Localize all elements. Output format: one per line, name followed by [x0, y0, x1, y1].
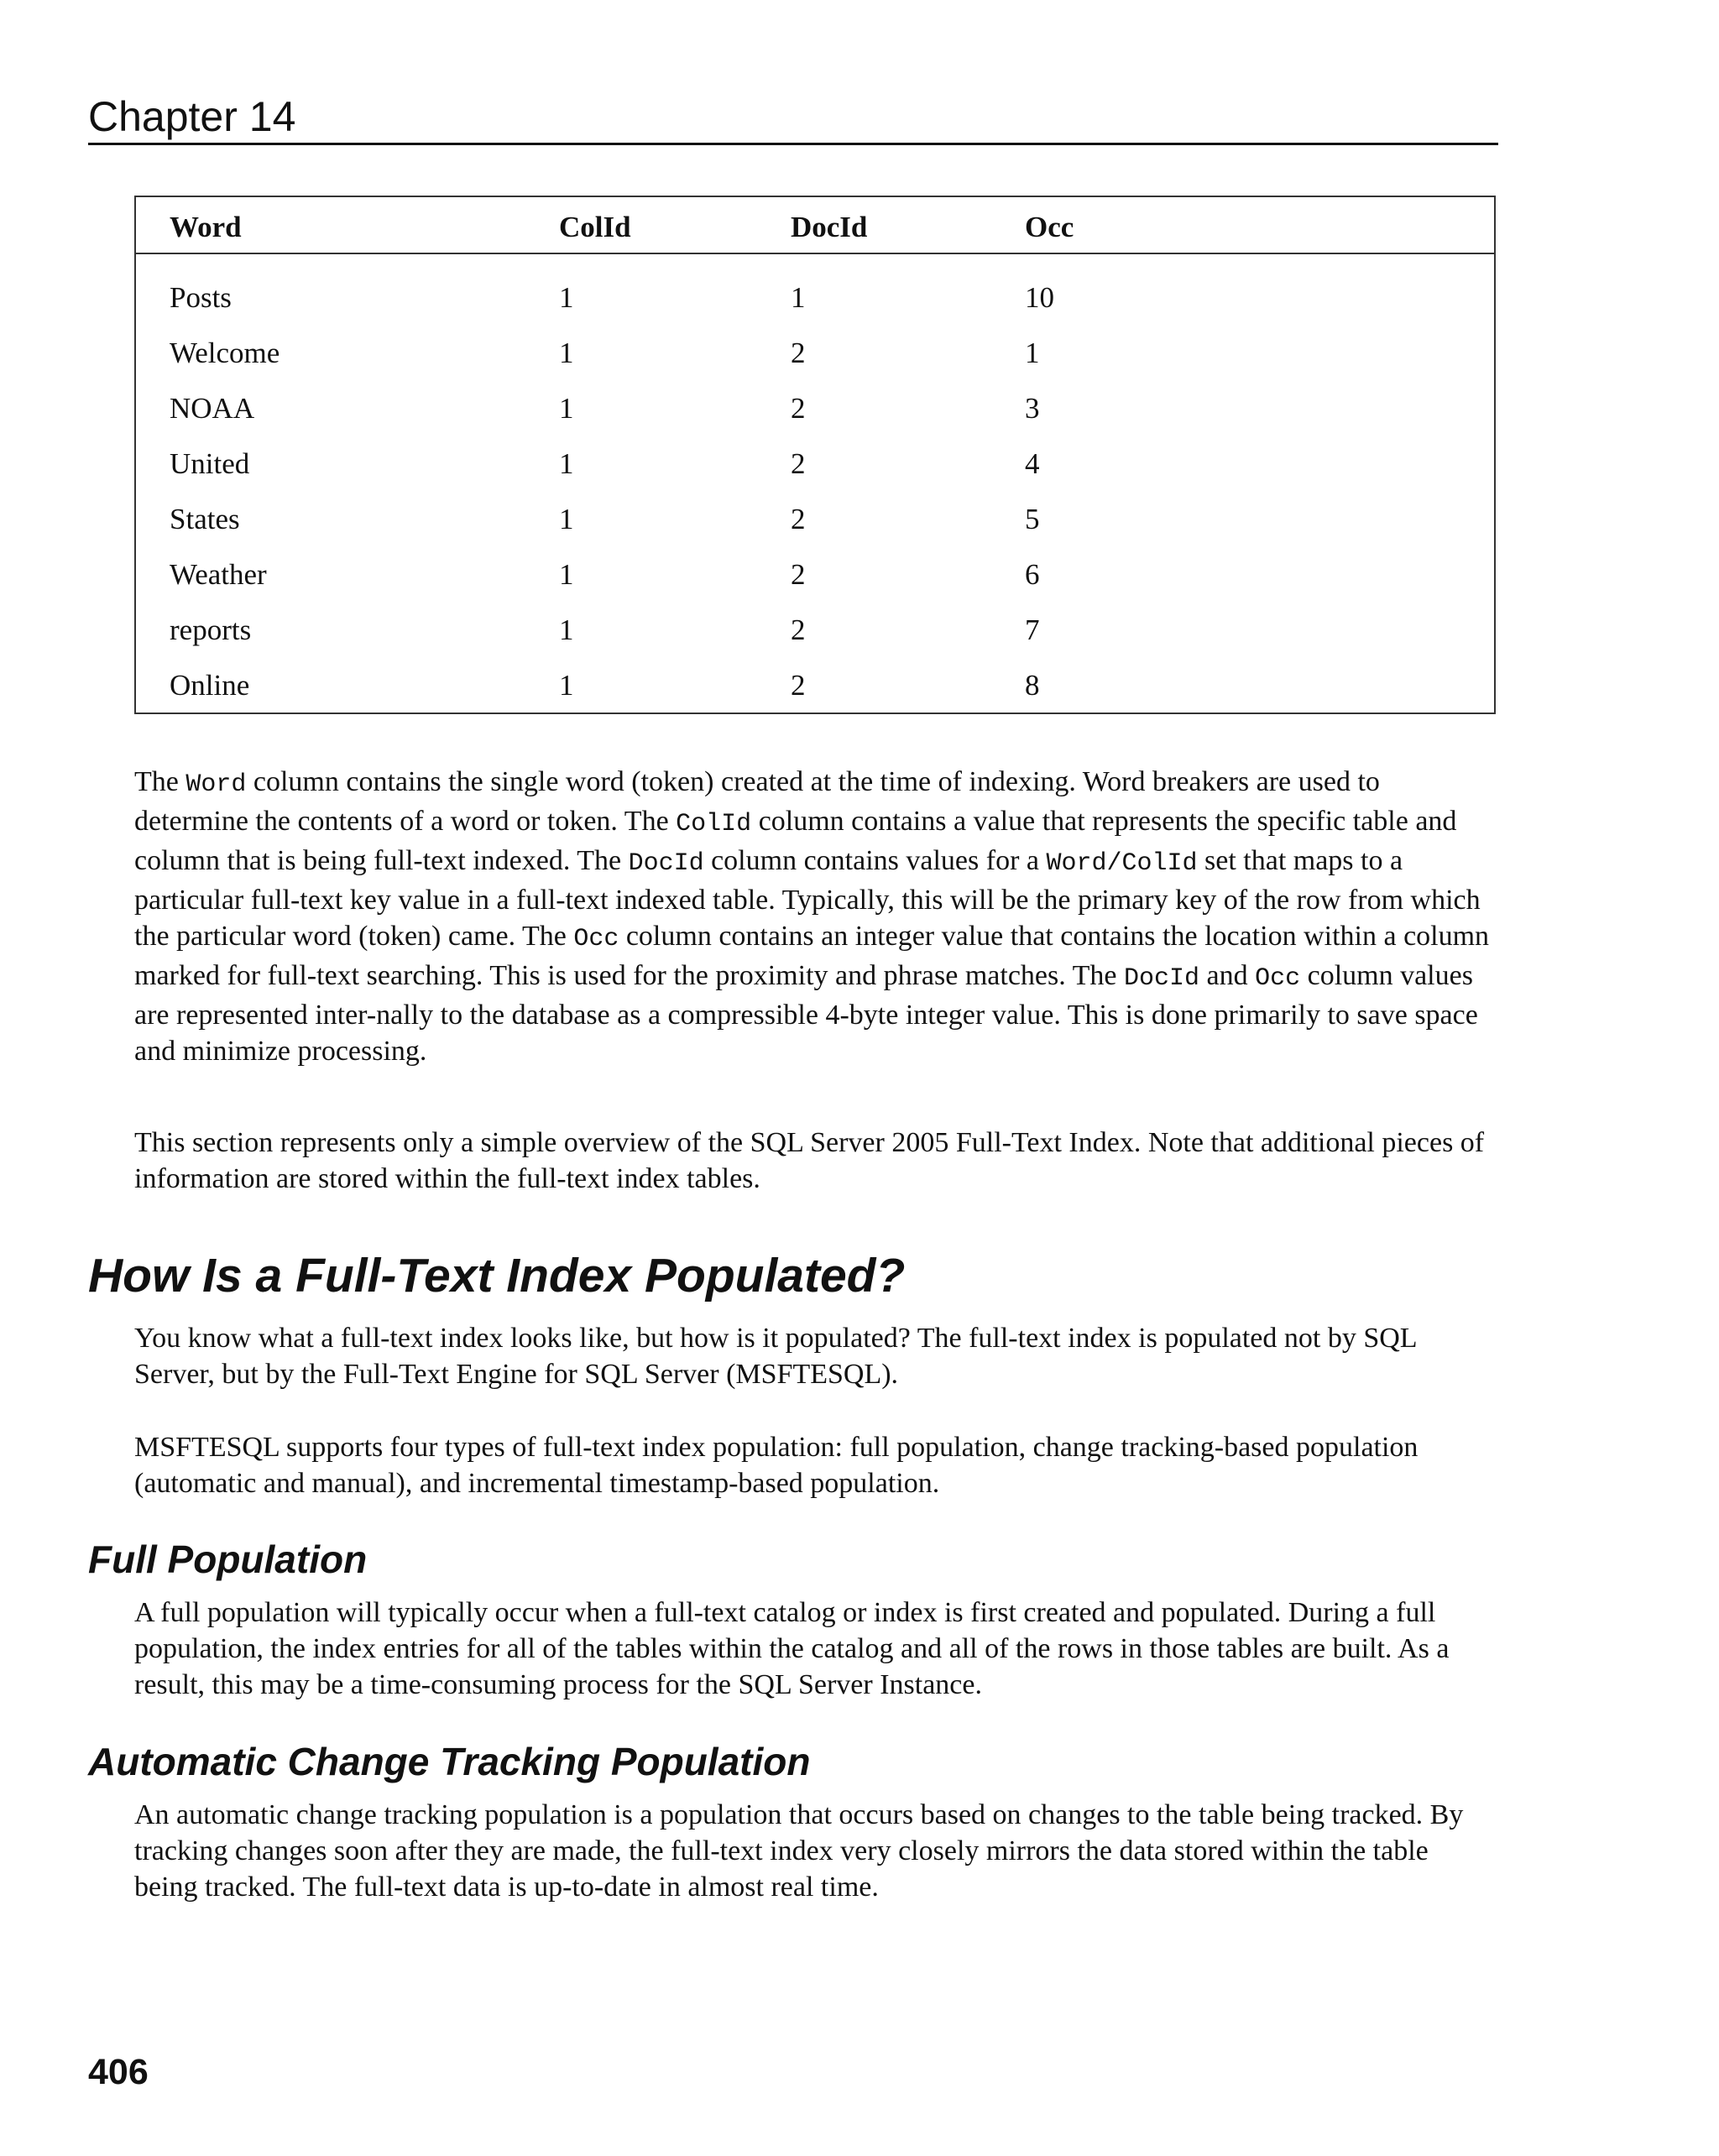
code-run: Word	[185, 770, 247, 799]
code-run: Word/ColId	[1046, 849, 1198, 878]
subheading-full-population: Full Population	[88, 1537, 368, 1581]
chapter-header: Chapter 14	[88, 93, 296, 140]
cell-occ: 4	[1025, 447, 1040, 480]
cell-occ: 5	[1025, 503, 1040, 535]
cell-colid: 1	[559, 337, 574, 369]
table-row	[136, 446, 1494, 501]
table-row	[136, 667, 1494, 723]
cell-word: NOAA	[170, 392, 255, 425]
table-row	[136, 335, 1494, 390]
cell-docid: 2	[791, 558, 806, 591]
paragraph-overview-note: This section represents only a simple overview of the SQL Server 2005 Full-Text Index. Note that additional pieces of information are stored within the full-text index tables.	[134, 1127, 1485, 1194]
text-run: column contains the single word (token) created at the time of indexing. Word breakers are used to determine the contents of a word or token. The	[134, 766, 1380, 837]
column-header-occ: Occ	[1025, 211, 1074, 243]
cell-word: Weather	[170, 558, 267, 591]
cell-occ: 7	[1025, 613, 1040, 646]
cell-colid: 1	[559, 392, 574, 425]
code-run: DocId	[628, 849, 704, 878]
text-run: column values are represented inter-nally to the database as a compressible 4-byte integer value. This is done primarily to save space and minimize processing.	[134, 960, 1478, 1067]
cell-word: Posts	[170, 281, 232, 314]
paragraph-populated-intro: You know what a full-text index looks like, but how is it populated? The full-text index is populated not by SQL Server, but by the Full-Text Engine for SQL Server (MSFTESQL).	[134, 1323, 1417, 1390]
table-header-row	[136, 197, 1494, 254]
column-header-word: Word	[170, 211, 242, 243]
table-row	[136, 390, 1494, 446]
cell-word: States	[170, 503, 240, 535]
column-header-docid: DocId	[791, 211, 868, 243]
cell-docid: 1	[791, 281, 806, 314]
cell-docid: 2	[791, 503, 806, 535]
table-row	[136, 501, 1494, 556]
cell-occ: 10	[1025, 281, 1054, 314]
cell-colid: 1	[559, 503, 574, 535]
text-run: column contains a value that represents the specific table and column that is being full-text indexed. The	[134, 806, 1457, 876]
text-run: column contains values for a	[703, 845, 1047, 876]
page-number: 406	[88, 2052, 149, 2092]
subheading-automatic-change-tracking: Automatic Change Tracking Population	[88, 1740, 811, 1783]
code-run: ColId	[676, 810, 752, 838]
cell-docid: 2	[791, 669, 806, 702]
code-run: DocId	[1123, 964, 1199, 993]
table-row	[136, 279, 1494, 335]
cell-colid: 1	[559, 669, 574, 702]
cell-docid: 2	[791, 447, 806, 480]
table-row	[136, 556, 1494, 612]
column-header-colid: ColId	[559, 211, 631, 243]
text-run: column contains an integer value that contains the location within a column marked for full-text searching. This is used for the proximity and phrase matches. The	[134, 921, 1490, 991]
header-rule	[88, 143, 1498, 145]
text-run: The	[134, 766, 186, 797]
text-run: set that maps to a particular full-text key value in a full-text indexed table. Typically, this will be the primary key of the row from which the particular word (token) came. The	[134, 845, 1481, 952]
cell-occ: 1	[1025, 337, 1040, 369]
table-row	[136, 612, 1494, 667]
section-heading-populated: How Is a Full-Text Index Populated?	[88, 1249, 906, 1302]
paragraph-population-types: MSFTESQL supports four types of full-text index population: full population, change tracking-based population (automatic and manual), and incremental timestamp-based population.	[134, 1432, 1419, 1499]
cell-occ: 3	[1025, 392, 1040, 425]
cell-word: Welcome	[170, 337, 280, 369]
cell-colid: 1	[559, 613, 574, 646]
code-run: Occ	[573, 925, 619, 953]
cell-docid: 2	[791, 337, 806, 369]
index-table	[134, 196, 1496, 714]
paragraph-index-columns	[134, 764, 1498, 1069]
cell-colid: 1	[559, 447, 574, 480]
text-run: and	[1199, 960, 1256, 991]
cell-colid: 1	[559, 558, 574, 591]
cell-occ: 8	[1025, 669, 1040, 702]
cell-word: reports	[170, 613, 252, 646]
cell-colid: 1	[559, 281, 574, 314]
cell-word: United	[170, 447, 250, 480]
cell-docid: 2	[791, 392, 806, 425]
cell-word: Online	[170, 669, 250, 702]
code-run: Occ	[1255, 964, 1301, 993]
cell-docid: 2	[791, 613, 806, 646]
paragraph-full-population: A full population will typically occur when a full-text catalog or index is first created and populated. During a full population, the index entries for all of the tables within the catalog and all of the rows in those tables are built. As a result, this may be a time-consuming process for the SQL Server Instance.	[134, 1597, 1450, 1700]
cell-occ: 6	[1025, 558, 1040, 591]
paragraph-automatic-change-tracking: An automatic change tracking population is a population that occurs based on changes to the table being tracked. By tracking changes soon after they are made, the full-text index very closely mirrors the data stored within the table being tracked. The full-text data is up-to-date in almost real time.	[134, 1799, 1464, 1903]
